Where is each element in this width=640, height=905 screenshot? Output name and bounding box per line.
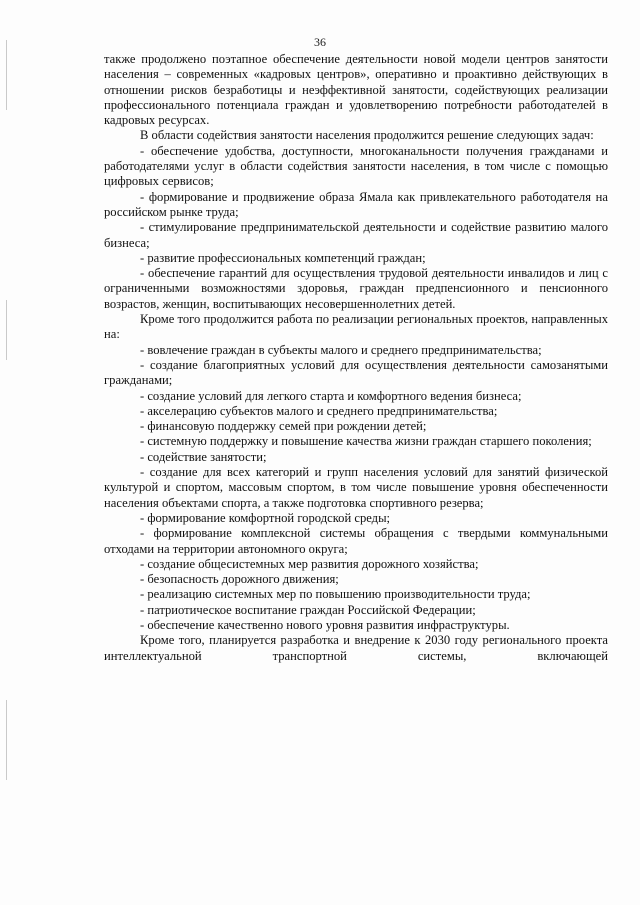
paragraph-its-project: Кроме того, планируется разработка и внедрение к 2030 году регионального проекта интеллектуальной транспортной системы, включающей [104, 633, 608, 663]
list-item: - обеспечение гарантий для осуществления трудовой деятельности инвалидов и лиц с ограниченными возможностями здоровья, граждан предпенсионного и пенсионного возрастов, женщин, воспитывающих несовершеннолетних детей. [104, 266, 608, 311]
list-item: - создание условий для легкого старта и комфортного ведения бизнеса; [140, 388, 522, 403]
list-item: - содействие занятости; [140, 449, 267, 464]
paragraph-employment-tasks-intro: В области содействия занятости населения продолжится решение следующих задач: [140, 128, 594, 143]
scan-edge-mark [6, 300, 7, 360]
list-item: - формирование и продвижение образа Ямала как привлекательного работодателя на российском рынке труда; [104, 189, 608, 219]
list-item: - акселерацию субъектов малого и среднего предпринимательства; [140, 403, 498, 418]
list-item: - обеспечение качественно нового уровня развития инфраструктуры. [140, 617, 510, 632]
list-item: - формирование комплексной системы обращения с твердыми коммунальными отходами на территории автономного округа; [104, 526, 608, 556]
list-item: - создание для всех категорий и групп населения условий для занятий физической культурой и спортом, массовым спортом, в том числе повышение уровня обеспеченности населения объектами спорта, а также подготовка спортивного резерва; [104, 465, 608, 510]
list-item: - стимулирование предпринимательской деятельности и содействие развитию малого бизнеса; [104, 220, 608, 250]
paragraph-regional-projects-intro: Кроме того продолжится работа по реализации региональных проектов, направленных на: [104, 312, 608, 342]
scan-edge-mark [6, 700, 7, 780]
list-item: - патриотическое воспитание граждан Российской Федерации; [140, 602, 476, 617]
list-item: - создание общесистемных мер развития дорожного хозяйства; [140, 556, 479, 571]
list-item: - создание благоприятных условий для осуществления деятельности самозанятыми гражданами; [104, 357, 608, 388]
document-body [104, 52, 608, 664]
list-item: - формирование комфортной городской среды; [140, 510, 391, 525]
list-item: - развитие профессиональных компетенций граждан; [140, 250, 426, 265]
list-item: - системную поддержку и повышение качества жизни граждан старшего поколения; [140, 434, 592, 449]
scan-edge-mark [6, 40, 7, 110]
paragraph-intro-continuation: также продолжено поэтапное обеспечение деятельности новой модели центров занятости населения – современных «кадровых центров», оперативно и проактивно действующих в отношении рисков безработицы и неэффективной занятости, содействующих реализации профессионального потенциала граждан и удовлетворению потребности работодателей в кадровых ресурсах. [104, 52, 608, 128]
page-number: 36 [314, 35, 326, 49]
list-item: - реализацию системных мер по повышению производительности труда; [140, 587, 531, 602]
list-item: - финансовую поддержку семей при рождении детей; [140, 419, 427, 434]
list-item: - обеспечение удобства, доступности, многоканальности получения гражданами и работодателями услуг в области содействия занятости населения, в том числе с помощью цифровых сервисов; [104, 143, 608, 189]
list-item: - вовлечение граждан в субъекты малого и среднего предпринимательства; [140, 342, 542, 357]
list-item: - безопасность дорожного движения; [140, 572, 339, 587]
